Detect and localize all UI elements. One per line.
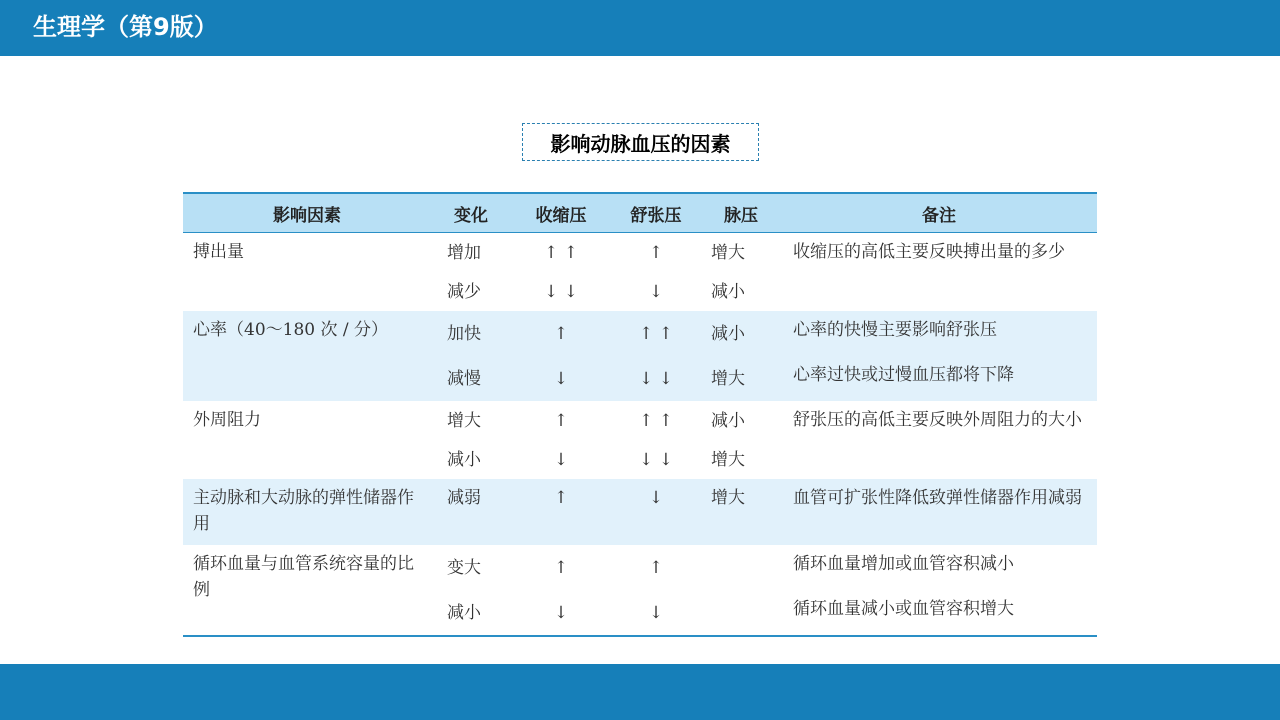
- systolic-cell: ↓: [511, 356, 611, 401]
- diastolic-cell: ↑: [648, 242, 664, 263]
- systolic-cell: ↑: [553, 557, 569, 578]
- change-cell: 加快: [431, 311, 511, 356]
- table-row: [183, 479, 1097, 545]
- change-cell: 增加: [447, 242, 481, 263]
- header-note: 备注: [781, 193, 1097, 233]
- diastolic-cell: ↑: [648, 557, 664, 578]
- header-change: 变化: [431, 193, 511, 233]
- systolic-cell: ↑: [553, 410, 569, 431]
- systolic-cell: ↓ ↓: [544, 281, 578, 302]
- header-factor: 影响因素: [183, 193, 431, 233]
- diastolic-cell: ↑ ↑: [639, 410, 673, 431]
- diastolic-cell: ↓: [648, 281, 664, 302]
- pulse-cell: [701, 590, 781, 636]
- change-cell: 减少: [447, 281, 481, 302]
- diastolic-cell: ↓: [648, 602, 664, 623]
- note-cell: 循环血量减小或血管容积增大: [793, 599, 1014, 619]
- pulse-cell: 增大: [701, 479, 781, 545]
- systolic-cell: ↑: [511, 311, 611, 356]
- table-header-row: [183, 193, 1097, 233]
- factor-cell: 心率（40～180 次 / 分）: [183, 311, 431, 401]
- pulse-cell: 减小: [711, 410, 745, 431]
- change-cell: 增大: [447, 410, 481, 431]
- note-cell: 舒张压的高低主要反映外周阻力的大小: [793, 410, 1082, 430]
- bottom-footer-bar: [0, 664, 1280, 720]
- factor-cell: 循环血量与血管系统容量的比例: [193, 554, 414, 600]
- diastolic-cell: ↓: [611, 479, 701, 545]
- systolic-cell: ↑ ↑: [544, 242, 578, 263]
- diastolic-cell: ↑ ↑: [611, 311, 701, 356]
- change-cell: 减弱: [431, 479, 511, 545]
- change-cell: 减小: [447, 602, 481, 623]
- blood-pressure-factors-table: [183, 192, 1097, 637]
- systolic-cell: ↑: [511, 479, 611, 545]
- table-row: [183, 545, 1097, 590]
- change-cell: 减慢: [431, 356, 511, 401]
- table-row: [183, 233, 1097, 273]
- pulse-cell: 增大: [711, 242, 745, 263]
- book-title: 生理学（第9版）: [33, 13, 218, 41]
- pulse-cell: 减小: [711, 281, 745, 302]
- factor-cell: 外周阻力: [193, 410, 261, 430]
- note-cell: 血管可扩张性降低致弹性储器作用减弱: [781, 479, 1097, 545]
- factor-cell: 搏出量: [193, 242, 244, 262]
- pulse-cell: 减小: [701, 311, 781, 356]
- header-diastolic: 舒张压: [611, 193, 701, 233]
- note-cell: 循环血量增加或血管容积减小: [793, 554, 1014, 574]
- systolic-cell: ↓: [553, 449, 569, 470]
- pulse-cell: [701, 545, 781, 590]
- change-cell: 变大: [447, 557, 481, 578]
- pulse-cell: 增大: [701, 356, 781, 401]
- factor-cell: 主动脉和大动脉的弹性储器作用: [183, 479, 431, 545]
- top-header-bar: [0, 0, 1280, 56]
- change-cell: 减小: [447, 449, 481, 470]
- table-row: [183, 401, 1097, 440]
- header-pulse: 脉压: [701, 193, 781, 233]
- header-systolic: 收缩压: [511, 193, 611, 233]
- systolic-cell: ↓: [553, 602, 569, 623]
- note-cell: 心率过快或过慢血压都将下降: [781, 356, 1097, 401]
- diastolic-cell: ↓ ↓: [639, 449, 673, 470]
- table-row: [183, 311, 1097, 356]
- diastolic-cell: ↓ ↓: [611, 356, 701, 401]
- table-title: 影响动脉血压的因素: [522, 123, 759, 161]
- note-cell: 收缩压的高低主要反映搏出量的多少: [793, 242, 1065, 262]
- pulse-cell: 增大: [711, 449, 745, 470]
- note-cell: 心率的快慢主要影响舒张压: [781, 311, 1097, 356]
